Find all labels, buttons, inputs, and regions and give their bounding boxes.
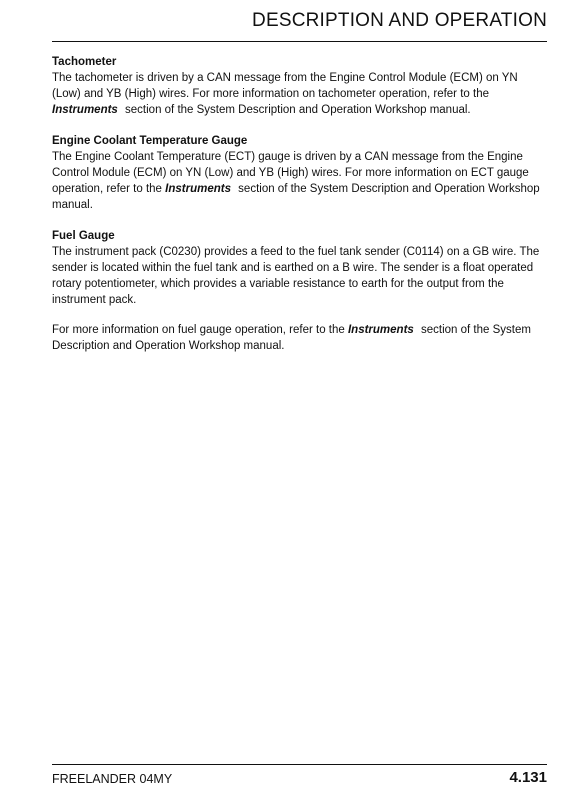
section-paragraph [52, 149, 548, 213]
section-paragraph [52, 244, 548, 308]
section-paragraph [52, 70, 548, 118]
section-title: Engine Coolant Temperature Gauge [52, 135, 248, 147]
section-paragraph [52, 322, 548, 354]
section-title: Fuel Gauge [52, 230, 115, 242]
paragraph-text: For more information on fuel gauge operation, refer to the [52, 324, 348, 336]
paragraph-text: section of the System Description and Operation Workshop manual. [52, 183, 540, 211]
footer-model: FREELANDER 04MY [52, 772, 173, 786]
footer-rule [52, 764, 547, 765]
page-content [52, 54, 548, 369]
page-header-title: DESCRIPTION AND OPERATION [252, 10, 547, 31]
header-rule [52, 41, 547, 42]
section-ect-gauge [52, 133, 548, 213]
section-tachometer [52, 54, 548, 118]
manual-reference: Instruments [52, 104, 118, 116]
paragraph-text: The instrument pack (C0230) provides a feed to the fuel tank sender (C0114) on a GB wire. The sender is located within the fuel tank and is earthed on a B wire. The sender is a float operated rotary potentiometer, which provides a variable resistance to earth for the output from the instrument pack. [52, 246, 540, 306]
section-title: Tachometer [52, 56, 117, 68]
section-fuel-gauge [52, 228, 548, 354]
paragraph-text: section of the System Description and Operation Workshop manual. [121, 104, 471, 116]
paragraph-text: The tachometer is driven by a CAN message from the Engine Control Module (ECM) on YN (Low) and YB (High) wires. For more information on tachometer operation, refer to the [52, 72, 518, 100]
paragraph-text: The Engine Coolant Temperature (ECT) gauge is driven by a CAN message from the Engine Control Module (ECM) on YN (Low) and YB (High) wires. For more information on ECT gauge operation, refer to the [52, 151, 529, 195]
manual-reference: Instruments [347, 324, 414, 336]
footer-page-number: 4.131 [509, 769, 547, 786]
manual-reference: Instruments [165, 183, 231, 195]
paragraph-text: section of the System Description and Operation Workshop manual. [52, 324, 531, 352]
